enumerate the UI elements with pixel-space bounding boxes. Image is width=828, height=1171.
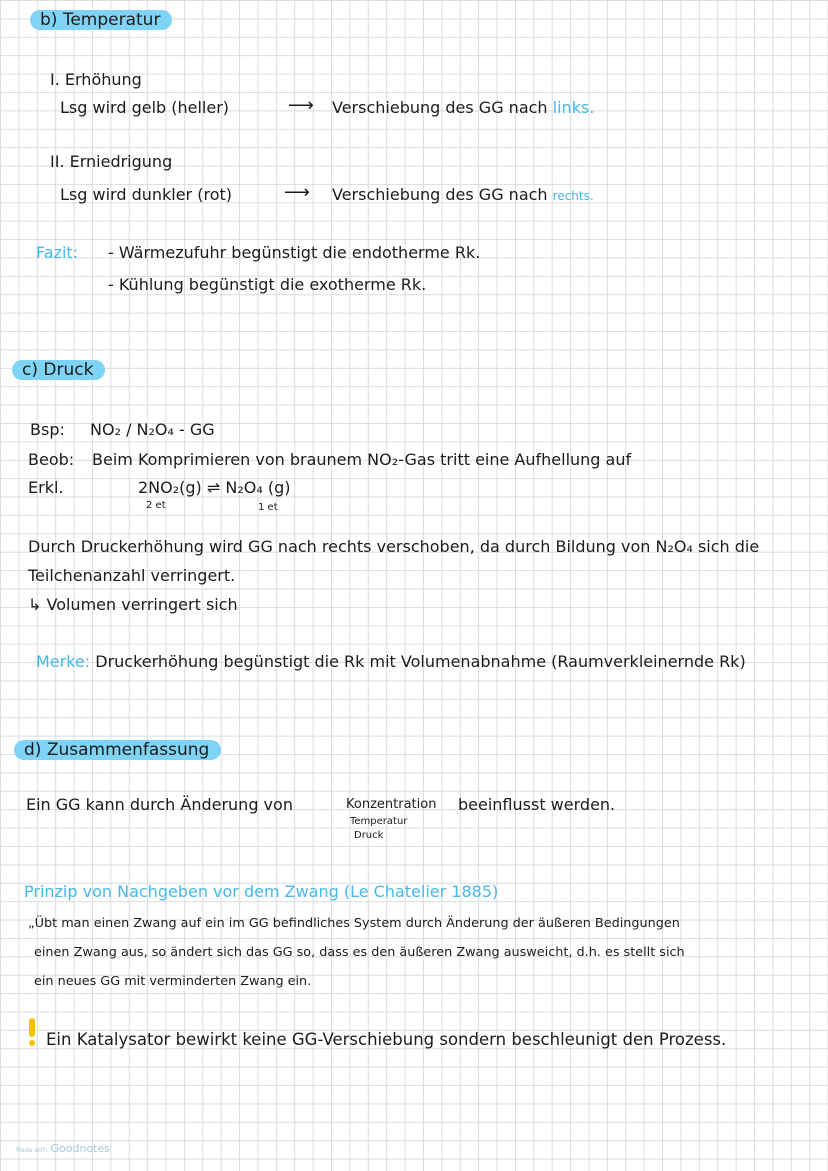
equation: 2NO₂(g) ⇌ N₂O₄ (g) bbox=[138, 478, 291, 497]
temperatur-item2-title: II. Erniedrigung bbox=[50, 152, 173, 171]
merke-line bbox=[36, 652, 746, 672]
prinzip-quote-line-3: ein neues GG mit verminderten Zwang ein. bbox=[34, 974, 312, 989]
factor-konzentration: Konzentration bbox=[346, 797, 437, 812]
bsp-text: NO₂ / N₂O₄ - GG bbox=[90, 420, 215, 439]
temperatur-item2-observation: Lsg wird dunkler (rot) bbox=[60, 185, 232, 204]
footer-watermark bbox=[16, 1142, 110, 1155]
section-heading-druck: c) Druck bbox=[12, 360, 105, 380]
druck-paragraph-line-1: Durch Druckerhöhung wird GG nach rechts verschoben, da durch Bildung von N₂O₄ sich die bbox=[28, 537, 760, 556]
temperatur-item2-result: Verschiebung des GG nach rechts. bbox=[332, 185, 594, 204]
arrow-right-icon: ⟶ bbox=[288, 95, 314, 116]
arrow-right-icon: ⟶ bbox=[284, 182, 310, 203]
fazit-line-1: - Wärmezufuhr begünstigt die endotherme Rk. bbox=[108, 243, 481, 262]
merke-label: Merke: bbox=[36, 652, 91, 671]
section-heading-zusammenfassung: d) Zusammenfassung bbox=[14, 740, 221, 760]
goodnotes-brand: Goodnotes bbox=[50, 1142, 110, 1155]
fazit-label: Fazit: bbox=[36, 243, 79, 262]
druck-paragraph-line-2: Teilchenanzahl verringert. bbox=[28, 566, 236, 585]
fazit-line-2: - Kühlung begünstigt die exotherme Rk. bbox=[108, 275, 427, 294]
prinzip-quote-line-1: „Übt man einen Zwang auf ein im GG befindliches System durch Änderung der äußeren Bedingungen bbox=[28, 916, 680, 931]
merke-text: Druckerhöhung begünstigt die Rk mit Volumenabnahme (Raumverkleinernde Rk) bbox=[95, 652, 746, 671]
factor-druck: Druck bbox=[354, 830, 384, 841]
druck-paragraph-line-3: ↳ Volumen verringert sich bbox=[28, 595, 238, 614]
exclamation-icon bbox=[28, 1018, 36, 1046]
temperatur-item1-title: I. Erhöhung bbox=[50, 70, 142, 89]
made-with-label: Made with bbox=[16, 1147, 47, 1154]
zusammenfassung-line-end: beeinflusst werden. bbox=[458, 795, 616, 814]
beob-text: Beim Komprimieren von braunem NO₂-Gas tritt eine Aufhellung auf bbox=[92, 450, 632, 469]
direction-rechts: rechts. bbox=[552, 189, 594, 203]
katalysator-note: Ein Katalysator bewirkt keine GG-Verschiebung sondern beschleunigt den Prozess. bbox=[46, 1030, 727, 1049]
volume-left: 2 et bbox=[146, 500, 166, 511]
prinzip-title: Prinzip von Nachgeben vor dem Zwang (Le Chatelier 1885) bbox=[24, 882, 499, 901]
section-heading-temperatur: b) Temperatur bbox=[30, 10, 172, 30]
prinzip-quote-line-2: einen Zwang aus, so ändert sich das GG so, dass es den äußeren Zwang ausweicht, d.h. es stellt sich bbox=[34, 945, 685, 960]
erkl-label: Erkl. bbox=[28, 478, 64, 497]
direction-links: links. bbox=[552, 98, 595, 117]
volume-right: 1 et bbox=[258, 502, 278, 513]
bsp-label: Bsp: bbox=[30, 420, 65, 439]
temperatur-item1-result: Verschiebung des GG nach links. bbox=[332, 98, 595, 117]
factor-temperatur: Temperatur bbox=[350, 816, 408, 827]
beob-label: Beob: bbox=[28, 450, 75, 469]
zusammenfassung-line-start: Ein GG kann durch Änderung von bbox=[26, 795, 293, 814]
temperatur-item1-observation: Lsg wird gelb (heller) bbox=[60, 98, 230, 117]
